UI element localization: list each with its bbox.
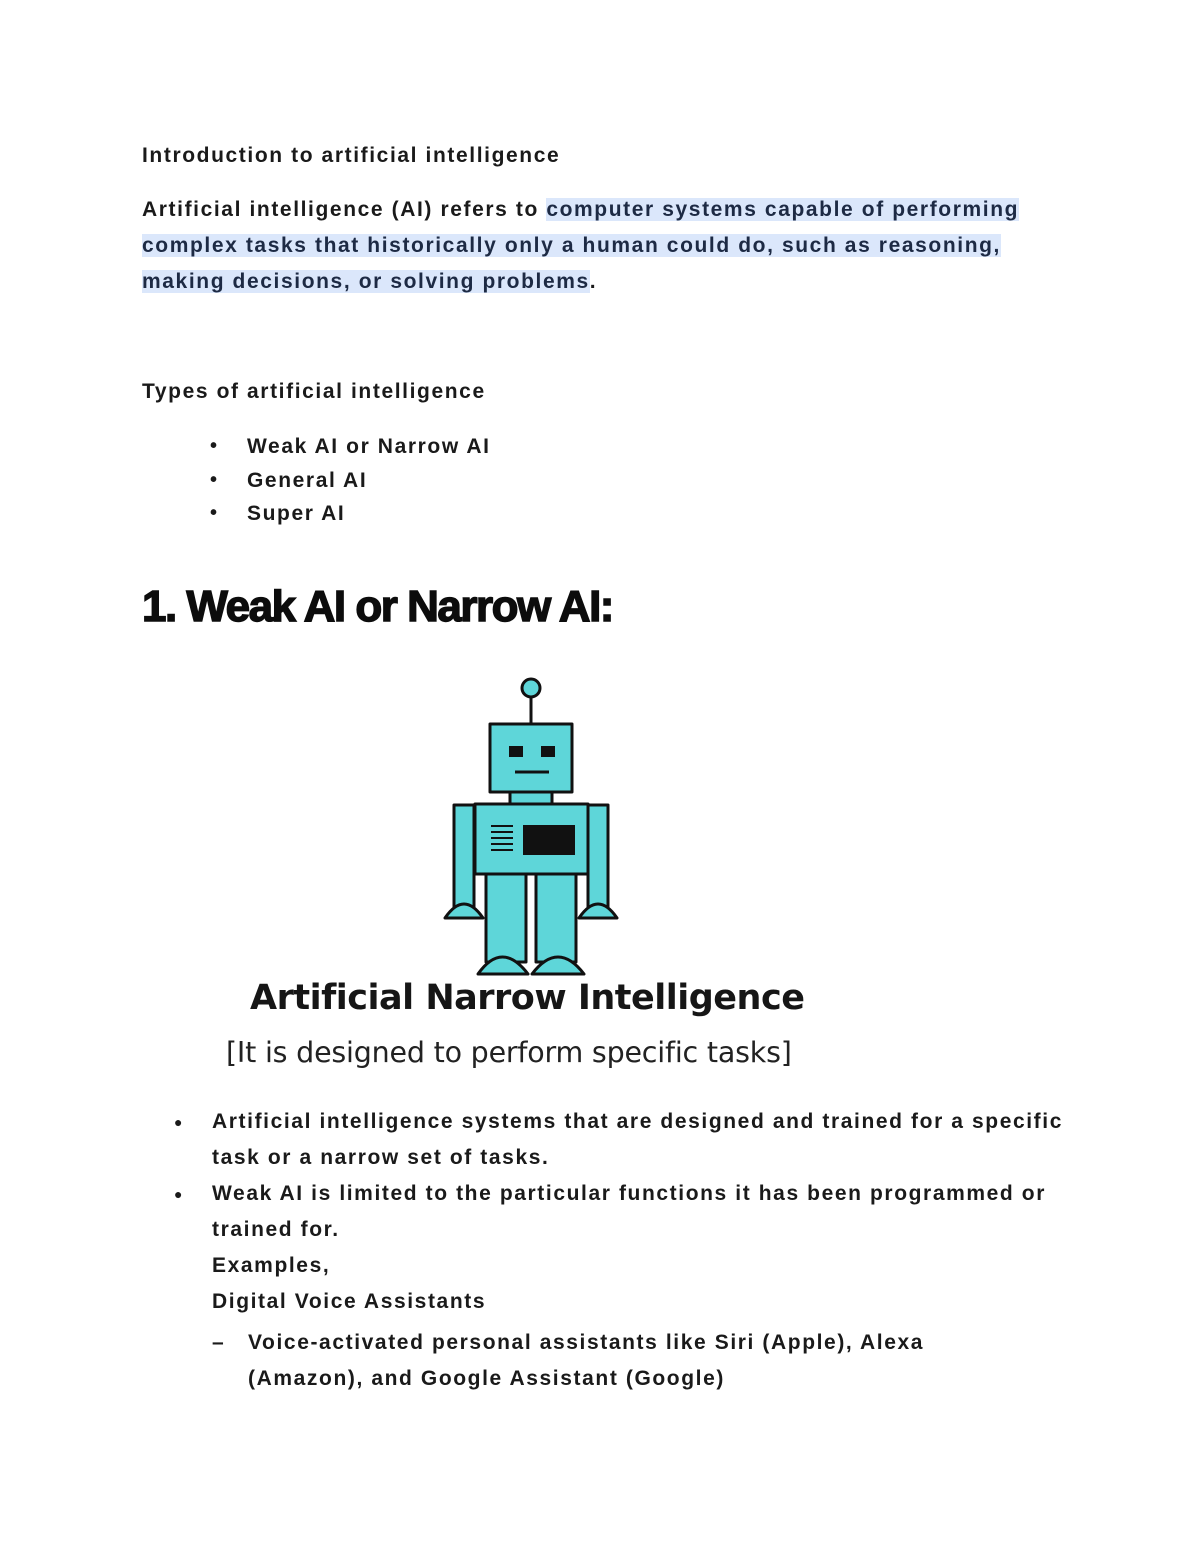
types-item-general-ai: • General AI: [200, 464, 491, 498]
list-item: [212, 1104, 1072, 1176]
bullet-text-limitation: ● Weak AI is limited to the particular functions it has been programmed or trained for.: [212, 1182, 1046, 1241]
examples-sub-list: [212, 1325, 1072, 1397]
intro-lead-text: Artificial intelligence (AI) refers to: [142, 198, 547, 221]
list-item: [212, 1176, 1072, 1397]
sub-list-item: – Voice-activated personal assistants like Siri (Apple), Alexa (Amazon), and Google Assistant (Google): [212, 1325, 1028, 1397]
intro-title: Introduction to artificial intelligence: [142, 144, 561, 167]
types-list: [200, 430, 491, 531]
types-item-super-ai: • Super AI: [200, 497, 491, 531]
intro-end-text: .: [589, 270, 598, 293]
bullet-text-definition: Artificial intelligence systems that are designed and trained for a specific task or a narrow set of tasks.: [212, 1110, 1063, 1169]
weak-ai-description-list: [212, 1104, 1072, 1397]
types-title: Types of artificial intelligence: [142, 380, 486, 403]
examples-label: Examples,: [212, 1254, 331, 1277]
examples-category: Digital Voice Assistants: [212, 1290, 487, 1313]
narrow-ai-figure: [212, 662, 842, 1082]
section-heading-weak-ai: 1. Weak AI or Narrow AI:: [142, 582, 613, 631]
robot-icon: [212, 662, 842, 982]
figure-caption: Artificial Narrow Intelligence: [250, 978, 805, 1018]
intro-highlighted-text: computer systems capable of performing complex tasks that historically only a human could do, such as reasoning, making decisions, or solving problems: [142, 198, 1020, 293]
figure-subcaption: [It is designed to perform specific tasks]: [226, 1036, 792, 1069]
intro-paragraph: [142, 192, 1022, 300]
types-item-weak-ai: • Weak AI or Narrow AI: [200, 430, 491, 464]
